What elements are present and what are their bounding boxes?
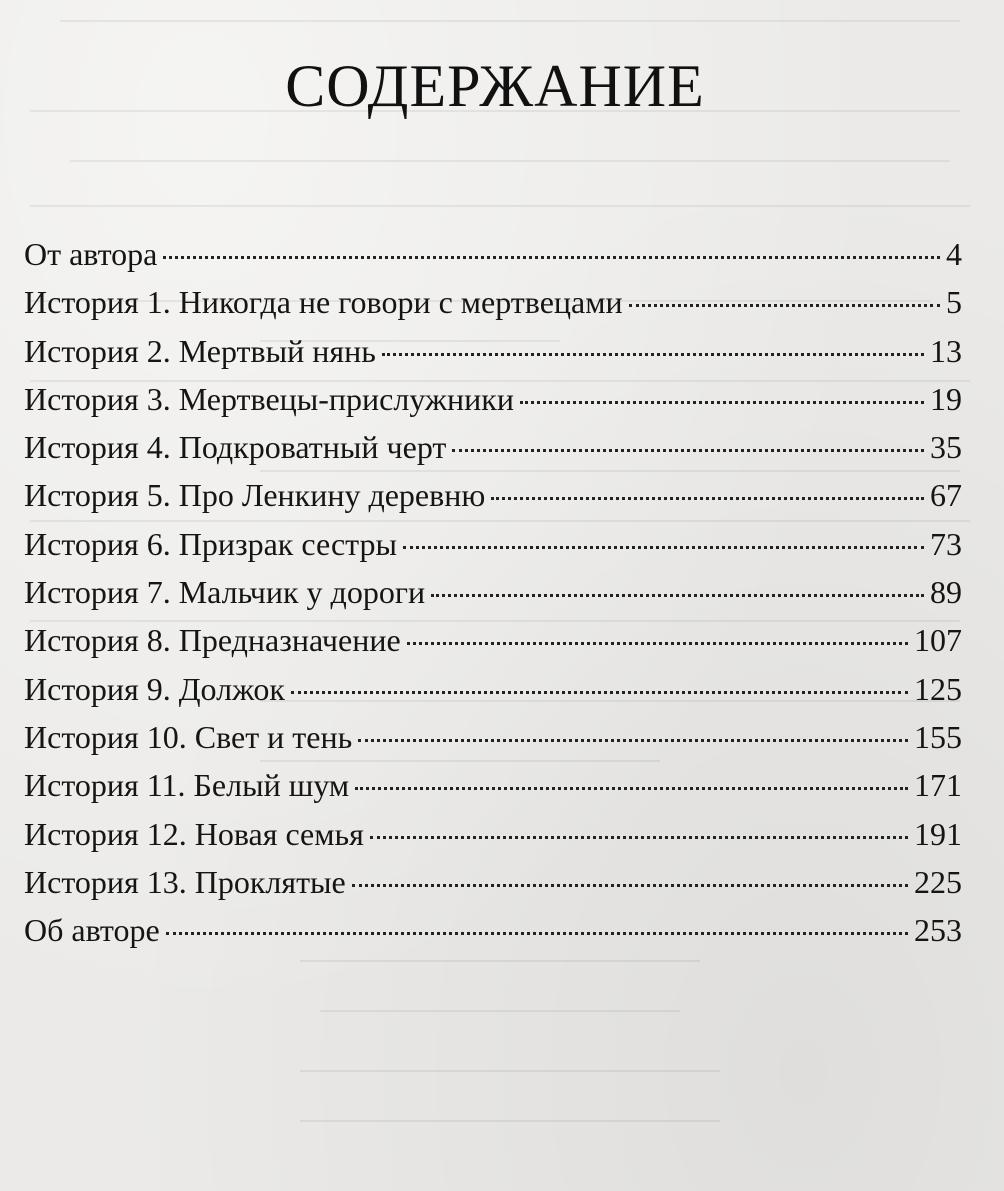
toc-entry-title: История 2. Мертвый нянь [24,332,376,369]
toc-entry-page: 73 [930,525,962,562]
toc-entry-page: 125 [914,670,962,707]
toc-entry-title: Об авторе [24,912,160,949]
toc-leader-dots [520,401,924,404]
toc-entry-page: 67 [930,477,962,514]
toc-entry-page: 107 [914,622,962,659]
toc-entry-title: История 3. Мертвецы-прислужники [24,380,514,417]
toc-entry-page: 155 [914,718,962,755]
toc-leader-dots [355,787,908,790]
table-of-contents [24,236,962,960]
toc-entry-title: История 8. Предназначение [24,622,401,659]
toc-leader-dots [291,691,908,694]
toc-entry-title: История 11. Белый шум [24,767,350,804]
toc-leader-dots [358,739,908,742]
toc-leader-dots [629,304,940,307]
toc-entry-page: 191 [914,815,962,852]
toc-entry [24,477,962,525]
toc-entry-page: 253 [914,912,962,949]
toc-leader-dots [491,497,924,500]
toc-leader-dots [370,836,908,839]
toc-leader-dots [382,353,924,356]
toc-entry-title: История 4. Подкроватный черт [24,429,447,466]
toc-leader-dots [163,256,940,259]
toc-entry-title: История 9. Должок [24,670,285,707]
toc-leader-dots [452,449,924,452]
toc-entry [24,236,962,284]
toc-entry [24,284,962,332]
toc-leader-dots [403,546,924,549]
toc-entry [24,719,962,767]
toc-entry [24,622,962,670]
toc-entry-title: История 10. Свет и тень [24,718,353,755]
toc-entry-title: История 12. Новая семья [24,815,364,852]
toc-entry-title: История 13. Проклятые [24,863,346,900]
toc-leader-dots [352,884,908,887]
toc-entry [24,381,962,429]
toc-entry-page: 19 [930,380,962,417]
toc-entry-page: 89 [930,574,962,611]
toc-entry [24,767,962,815]
toc-entry [24,574,962,622]
page-title: СОДЕРЖАНИЕ [285,53,705,119]
toc-entry [24,429,962,477]
toc-entry-page: 5 [946,284,962,321]
toc-entry-title: История 5. Про Ленкину деревню [24,477,486,514]
toc-leader-dots [431,594,924,597]
toc-entry [24,912,962,960]
toc-entry-title: От автора [24,236,158,272]
toc-entry-page: 13 [930,332,962,369]
toc-entry-page: 171 [914,767,962,804]
toc-entry [24,864,962,912]
toc-leader-dots [407,642,908,645]
toc-entry-page: 4 [946,236,962,272]
toc-entry-title: История 7. Мальчик у дороги [24,574,426,611]
toc-leader-dots [166,932,908,935]
toc-entry-title: История 1. Никогда не говори с мертвецами [24,284,623,321]
toc-entry [24,526,962,574]
toc-entry-page: 225 [914,863,962,900]
toc-entry [24,816,962,864]
toc-entry-title: История 6. Призрак сестры [24,525,398,562]
toc-entry [24,671,962,719]
toc-entry-page: 35 [930,429,962,466]
toc-entry [24,333,962,381]
